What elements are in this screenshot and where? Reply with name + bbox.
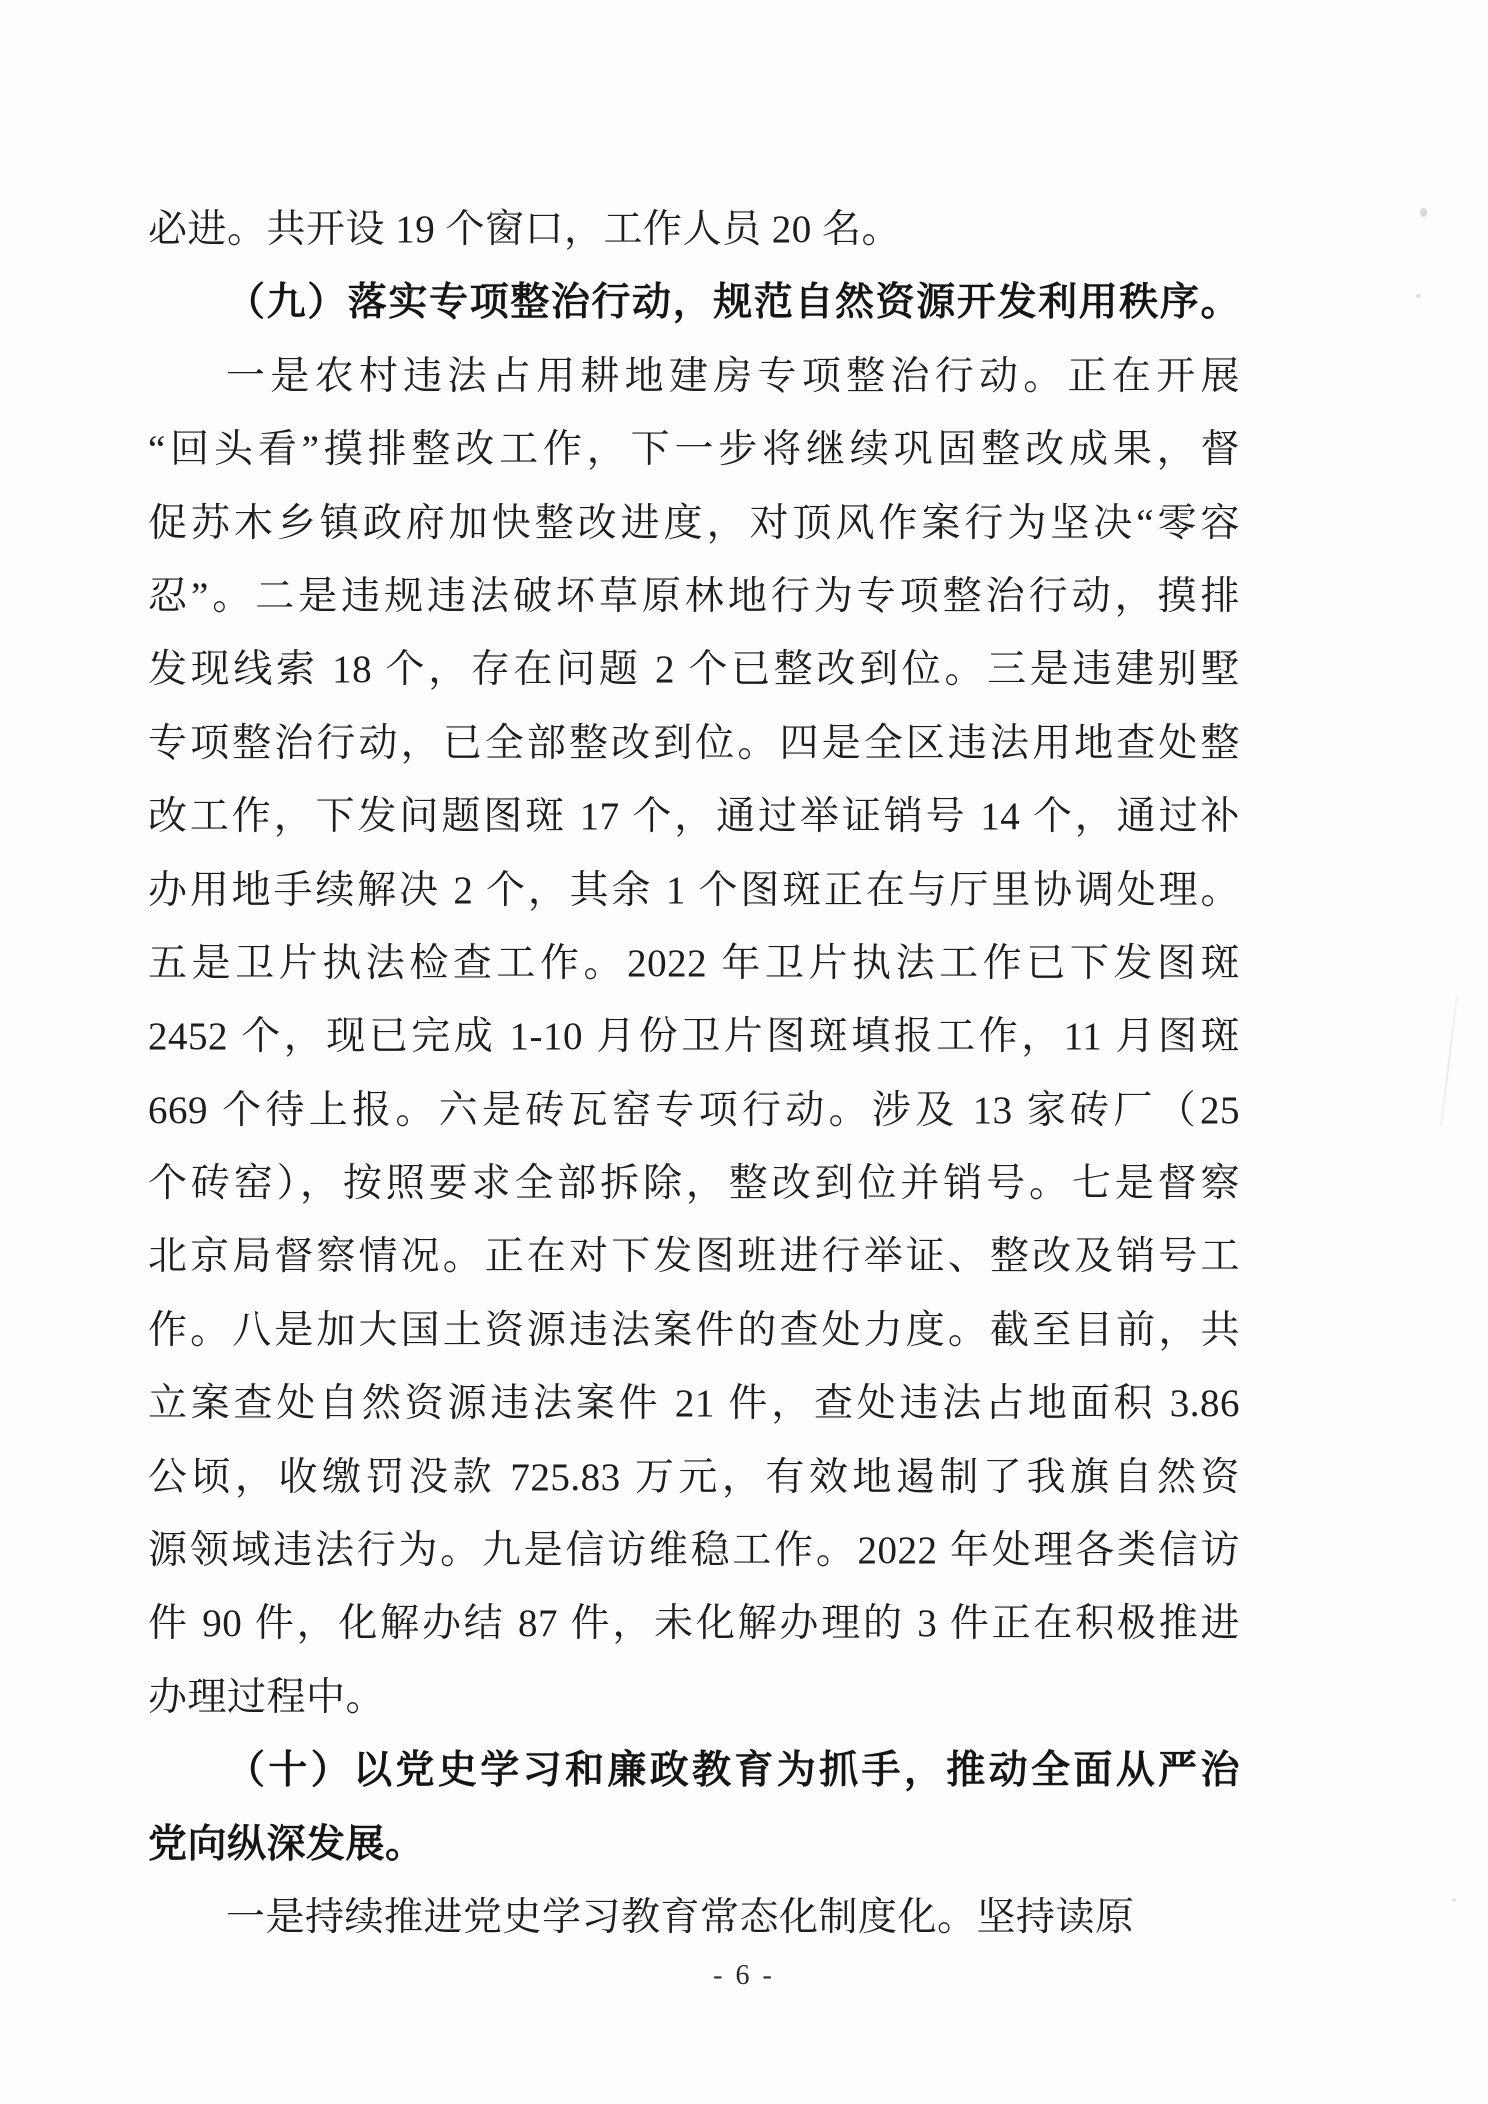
scan-speckle [1420, 208, 1427, 217]
text-line: 个砖窑），按照要求全部拆除，整改到位并销号。七是督察 [148, 1162, 1240, 1206]
text-line: 必进。共开设 19 个窗口，工作人员 20 名。 [148, 208, 902, 251]
scan-scratch [1440, 995, 1458, 1126]
text-line: 五是卫片执法检查工作。2022 年卫片执法工作已下发图斑 [148, 941, 1240, 985]
section-heading-line: （九）落实专项整治行动，规范自然资源开发利用秩序。 [226, 281, 1240, 325]
text-line: 一是持续推进党史学习教育常态化制度化。坚持读原 [226, 1895, 1135, 1939]
section-heading-line: 党向纵深发展。 [148, 1822, 425, 1866]
text-line: 源领域违法行为。九是信访维稳工作。2022 年处理各类信访 [148, 1529, 1240, 1573]
text-line: 办用地手续解决 2 个，其余 1 个图斑正在与厅里协调处理。 [148, 868, 1240, 912]
text-line: 立案查处自然资源违法案件 21 件，查处违法占地面积 3.86 [148, 1382, 1240, 1426]
text-line: “回头看”摸排整改工作，下一步将继续巩固整改成果，督 [148, 428, 1240, 472]
text-line: 件 90 件，化解办结 87 件，未化解办理的 3 件正在积极推进 [148, 1602, 1240, 1646]
text-line: 北京局督察情况。正在对下发图班进行举证、整改及销号工 [148, 1235, 1240, 1279]
text-line: 忍”。二是违规违法破坏草原林地行为专项整治行动，摸排 [148, 574, 1240, 618]
text-line: 专项整治行动，已全部整改到位。四是全区违法用地查处整 [148, 721, 1240, 765]
text-line: 669 个待上报。六是砖瓦窑专项行动。涉及 13 家砖厂（25 [148, 1088, 1240, 1132]
text-line: 办理过程中。 [148, 1675, 386, 1719]
text-line: 发现线索 18 个，存在问题 2 个已整改到位。三是违建别墅 [148, 648, 1240, 692]
text-line: 公顷，收缴罚没款 725.83 万元，有效地遏制了我旗自然资 [148, 1455, 1240, 1499]
document-text-block [148, 193, 1240, 1954]
text-line: 促苏木乡镇政府加快整改进度，对顶风作案行为坚决“零容 [148, 501, 1240, 545]
text-line: 改工作，下发问题图斑 17 个，通过举证销号 14 个，通过补 [148, 795, 1240, 839]
text-line: 2452 个，现已完成 1-10 月份卫片图斑填报工作，11 月图斑 [148, 1015, 1240, 1059]
text-line: 作。八是加大国土资源违法案件的查处力度。截至目前，共 [148, 1308, 1240, 1352]
text-line: 一是农村违法占用耕地建房专项整治行动。正在开展 [226, 354, 1240, 398]
scan-speckle [1416, 294, 1421, 298]
scan-speckle [1452, 1898, 1456, 1902]
page-number: - 6 - [713, 1960, 775, 1991]
section-heading-line: （十）以党史学习和廉政教育为抓手，推动全面从严治 [226, 1749, 1240, 1793]
